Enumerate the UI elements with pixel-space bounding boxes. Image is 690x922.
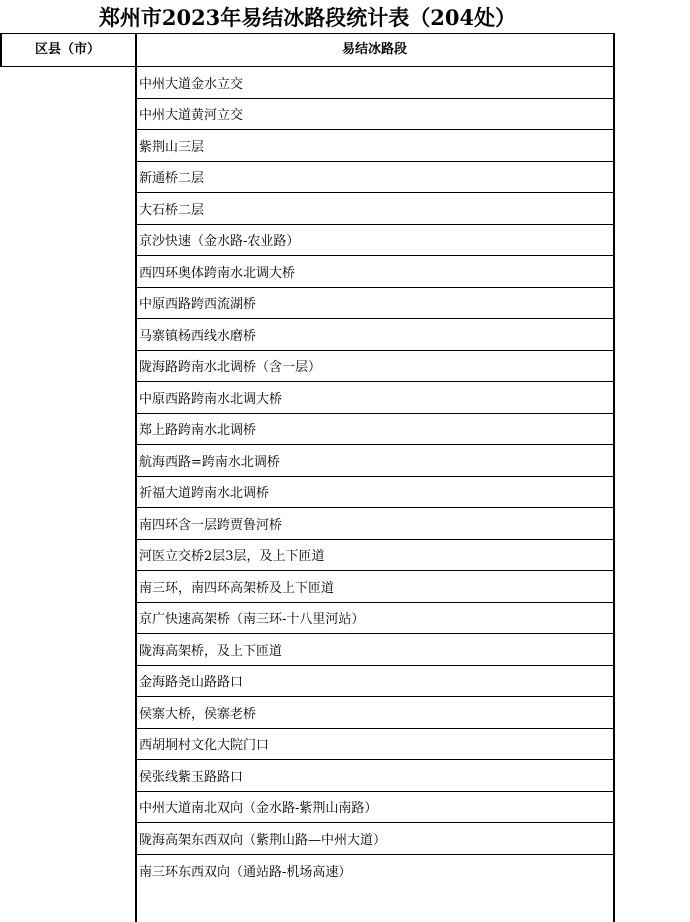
table-row: 紫荆山三层 <box>136 130 613 162</box>
table-row: 中原西路跨西流湖桥 <box>136 288 613 320</box>
table-row: 中州大道金水立交 <box>136 67 613 99</box>
table-row: 中原西路跨南水北调大桥 <box>136 382 613 414</box>
table-border-left <box>0 34 2 67</box>
table-row: 西四环奥体跨南水北调大桥 <box>136 256 613 288</box>
table-row: 京广快速高架桥（南三环-十八里河站） <box>136 603 613 635</box>
table-row: 京沙快速（金水路-农业路） <box>136 225 613 257</box>
table-row: 金海路尧山路路口 <box>136 666 613 698</box>
table-body <box>136 67 613 886</box>
table-border-right <box>613 34 615 922</box>
table-row: 南四环含一层跨贾鲁河桥 <box>136 508 613 540</box>
table-row: 新通桥二层 <box>136 162 613 194</box>
table-row: 中州大道黄河立交 <box>136 99 613 131</box>
table-row: 中州大道南北双向（金水路-紫荆山南路） <box>136 792 613 824</box>
page-title: 郑州市2023年易结冰路段统计表（204处） <box>98 5 517 30</box>
table-row: 郑上路跨南水北调桥 <box>136 414 613 446</box>
table-row: 陇海高架桥，及上下匝道 <box>136 634 613 666</box>
table-row: 祈福大道跨南水北调桥 <box>136 477 613 509</box>
table-row: 陇海路跨南水北调桥（含一层） <box>136 351 613 383</box>
header-district: 区县（市） <box>34 42 100 57</box>
table-row: 侯张线紫玉路路口 <box>136 760 613 792</box>
header-road-section: 易结冰路段 <box>341 42 407 57</box>
table-row: 南三环，南四环高架桥及上下匝道 <box>136 571 613 603</box>
table-row: 航海西路=跨南水北调桥 <box>136 445 613 477</box>
table-row: 马寨镇杨西线水磨桥 <box>136 319 613 351</box>
table-row: 大石桥二层 <box>136 193 613 225</box>
table-row: 河医立交桥2层3层，及上下匝道 <box>136 540 613 572</box>
table-row: 南三环东西双向（通站路-机场高速） <box>139 864 352 880</box>
table-row: 西胡垌村文化大院门口 <box>136 729 613 761</box>
table-row: 侯寨大桥，侯寨老桥 <box>136 697 613 729</box>
table-row: 陇海高架东西双向（紫荆山路—中州大道） <box>136 823 613 855</box>
icy-road-table <box>0 33 615 922</box>
table-header <box>0 34 615 67</box>
